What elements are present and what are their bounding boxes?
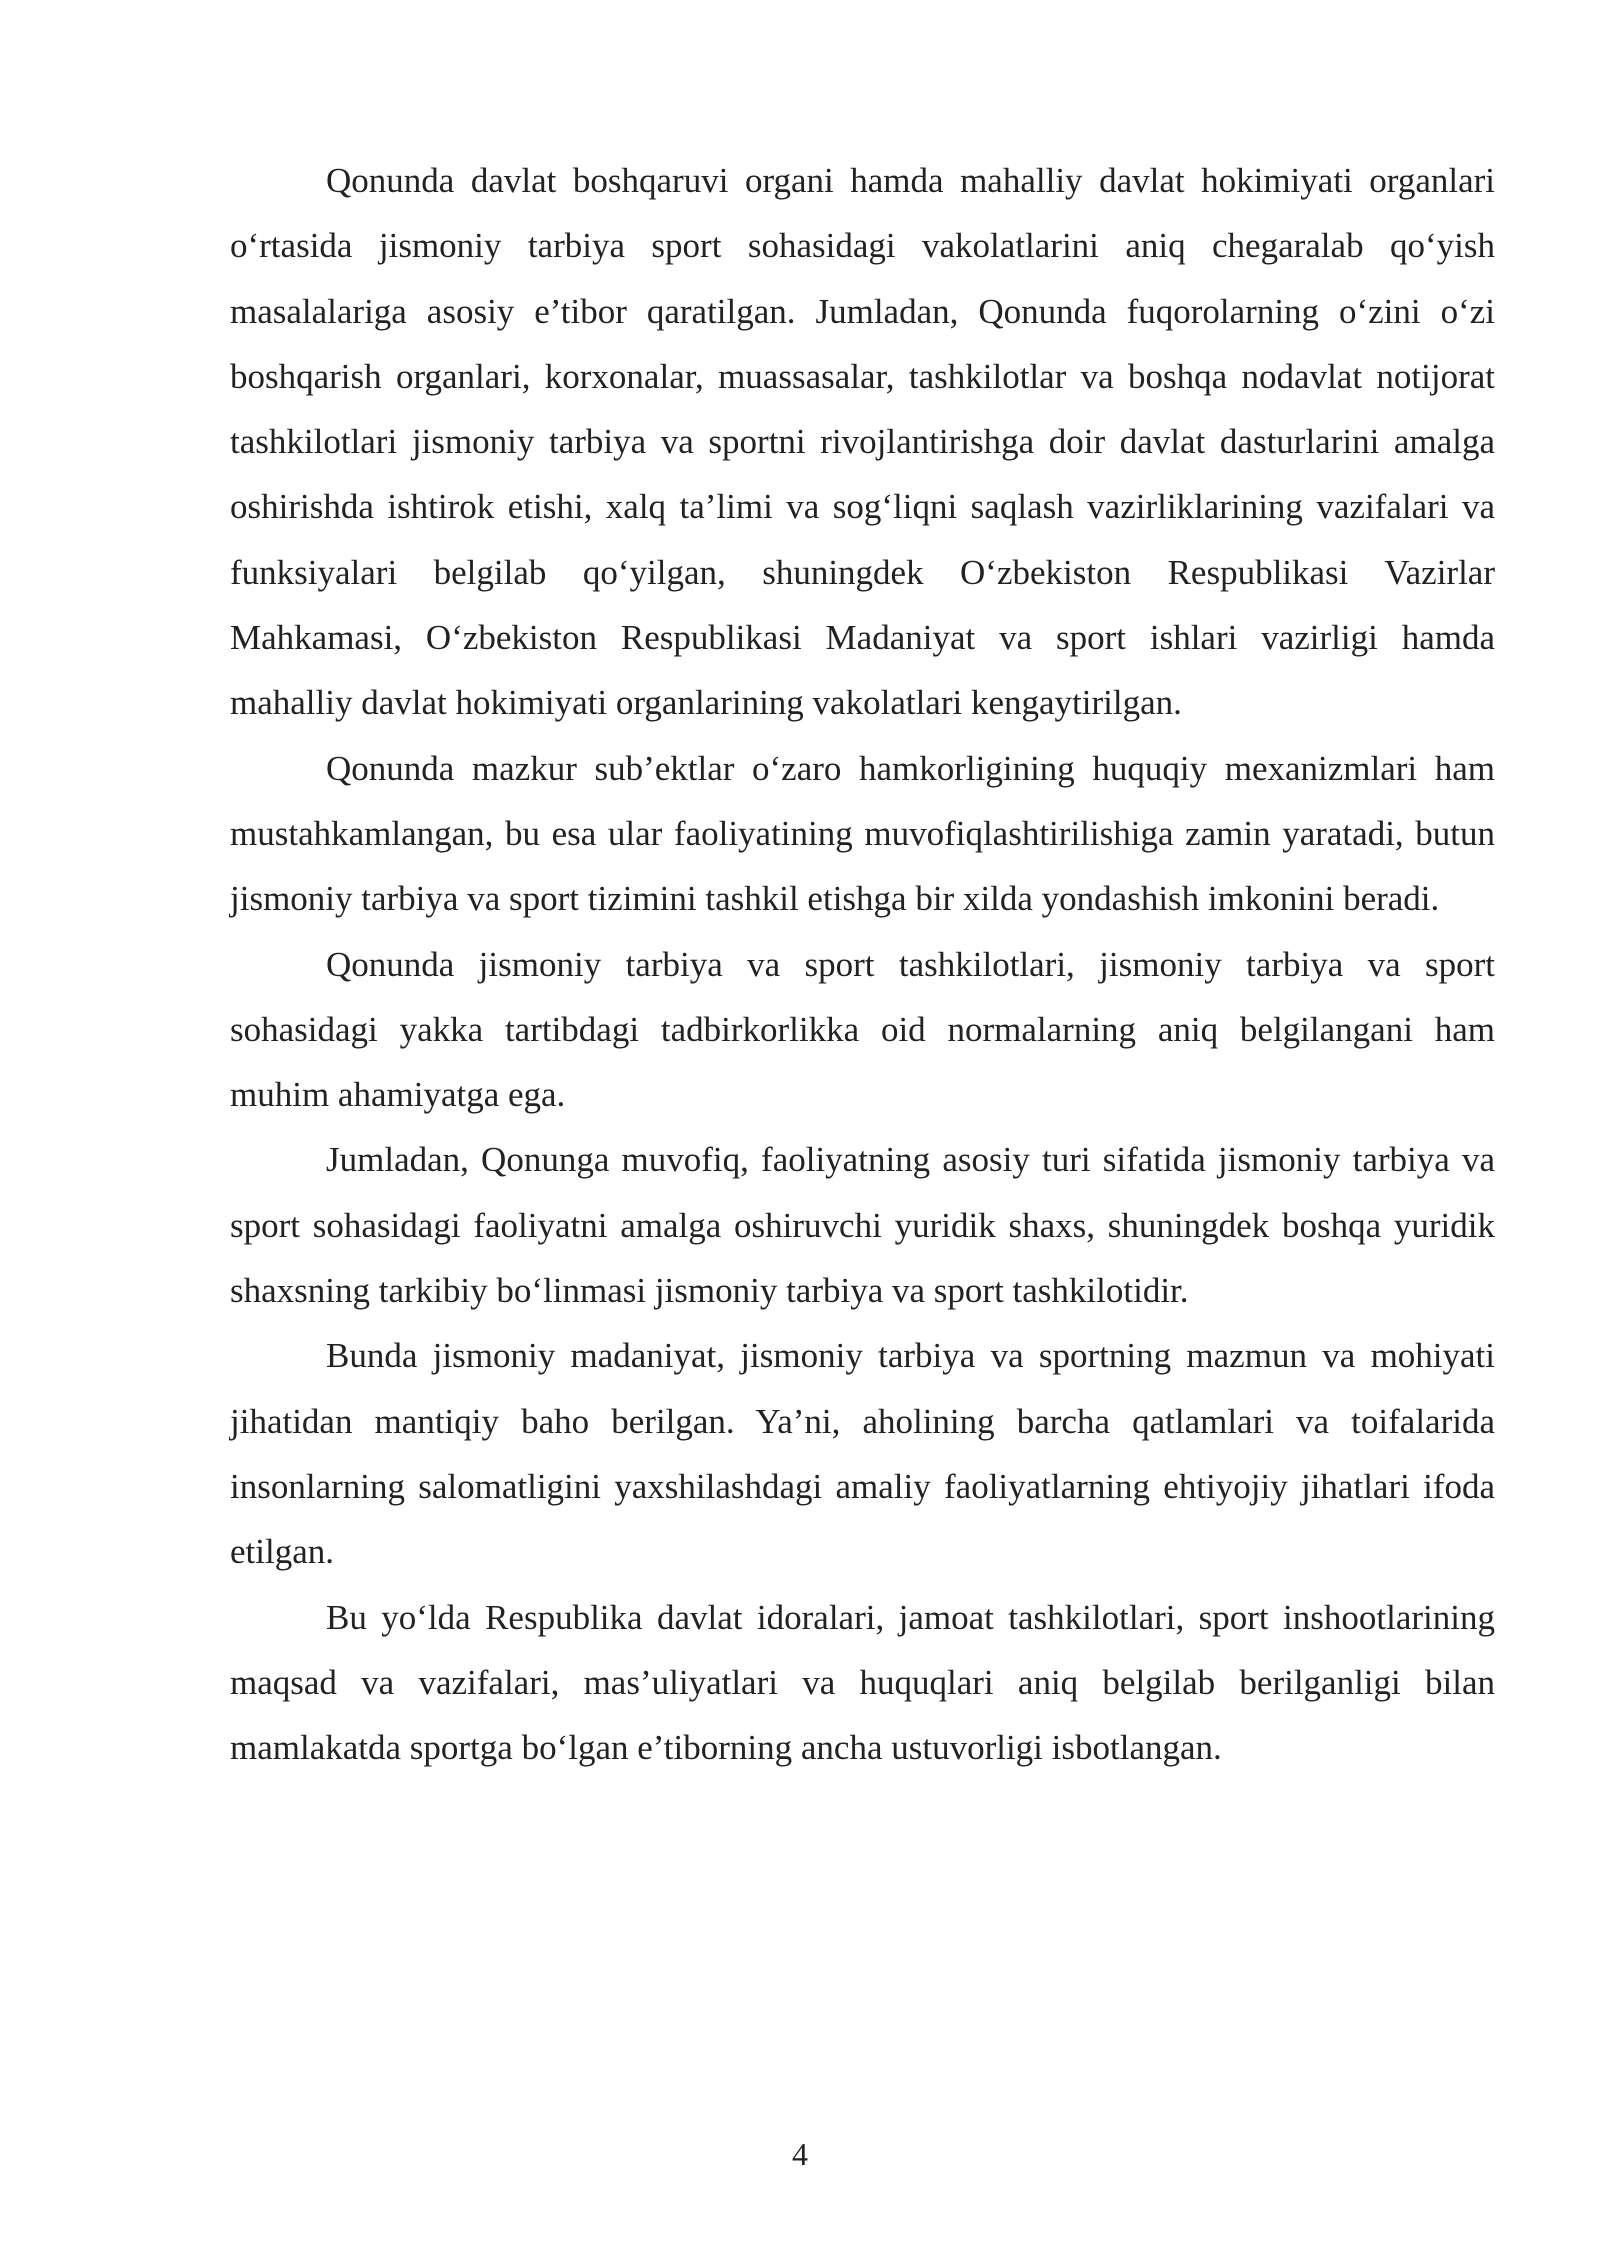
page-number: 4 [792,2136,808,2172]
paragraph: Bunda jismoniy madaniyat, jismoniy tarbiya va sportning mazmun va mohiyati jihatidan mantiqiy baho berilgan. Ya’ni, aholining barcha qatlamlari va toifalarida insonlarning salomatligini yaxshilashdagi amaliy faoliyatlarning ehtiyojiy jihatlari ifoda etilgan. [230,1336,1495,1572]
paragraph: Jumladan, Qonunga muvofiq, faoliyatning asosiy turi sifatida jismoniy tarbiya va sport sohasidagi faoliyatni amalga oshiruvchi yuridik shaxs, shuningdek boshqa yuridik shaxsning tarkibiy bo‘linmasi jismoniy tarbiya va sport tashkilotidir. [230,1140,1495,1311]
paragraph: Qonunda mazkur sub’ektlar o‘zaro hamkorligining huquqiy mexanizmlari ham mustahkamlangan, bu esa ular faoliyatining muvofiqlashtirilishiga zamin yaratadi, butun jismoniy tarbiya va sport tizimini tashkil etishga bir xilda yondashish imkonini beradi. [230,748,1495,919]
document-body [230,148,1495,1780]
paragraph: Qonunda jismoniy tarbiya va sport tashkilotlari, jismoniy tarbiya va sport sohasidagi yakka tartibdagi tadbirkorlikka oid normalarning aniq belgilangani ham muhim ahamiyatga ega. [230,944,1495,1115]
paragraph: Bu yo‘lda Respublika davlat idoralari, jamoat tashkilotlari, sport inshootlarining maqsad va vazifalari, mas’uliyatlari va huquqlari aniq belgilab berilganligi bilan mamlakatda sportga bo‘lgan e’tiborning ancha ustuvorligi isbotlangan. [230,1597,1495,1768]
paragraph: Qonunda davlat boshqaruvi organi hamda mahalliy davlat hokimiyati organlari o‘rtasida jismoniy tarbiya sport sohasidagi vakolatlarini aniq chegaralab qo‘yish masalalariga asosiy e’tibor qaratilgan. Jumladan, Qonunda fuqorolarning o‘zini o‘zi boshqarish organlari, korxonalar, muassasalar, tashkilotlar va boshqa nodavlat notijorat tashkilotlari jismoniy tarbiya va sportni rivojlantirishga doir davlat dasturlarini amalga oshirishda ishtirok etishi, xalq ta’limi va sog‘liqni saqlash vazirliklarining vazifalari va funksiyalari belgilab qo‘yilgan, shuningdek O‘zbekiston Respublikasi Vazirlar Mahkamasi, O‘zbekiston Respublikasi Madaniyat va sport ishlari vazirligi hamda mahalliy davlat hokimiyati organlarining vakolatlari kengaytirilgan. [230,161,1495,723]
